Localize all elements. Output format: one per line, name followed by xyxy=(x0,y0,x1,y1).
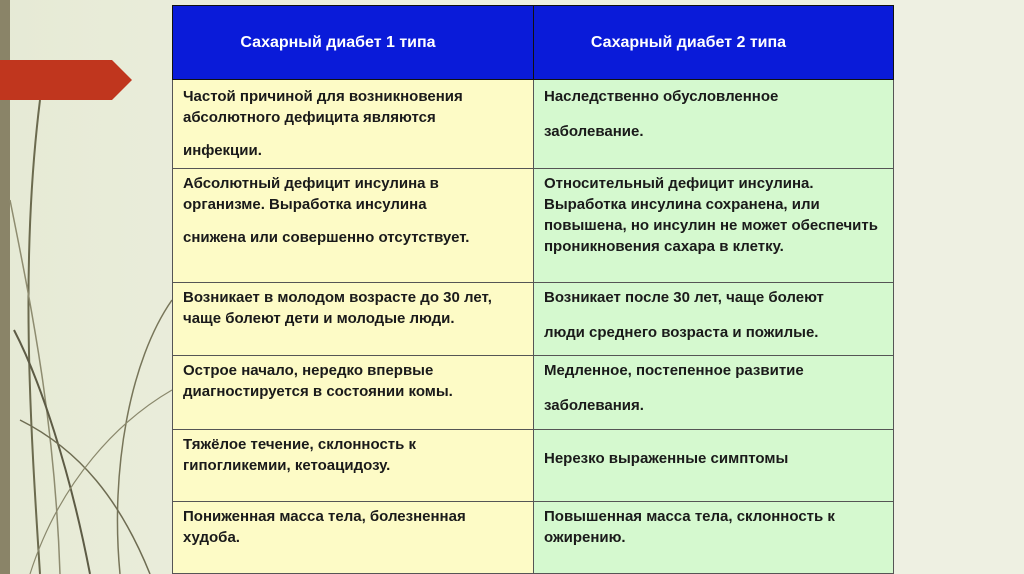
cell-type1 xyxy=(173,283,534,356)
table-row xyxy=(173,502,894,574)
cell-text: Частой причиной для возникновения абсолютного дефицита являются xyxy=(183,88,463,126)
cell-text: Тяжёлое течение, склонность к гипогликемии, кетоацидозу. xyxy=(183,436,417,474)
cell-text: Возникает в молодом возрасте до 30 лет, чаще болеют дети и молодые люди. xyxy=(183,289,492,327)
cell-type1 xyxy=(173,169,534,283)
cell-text: Пониженная масса тела, болезненная худоба. xyxy=(183,508,466,546)
table-row xyxy=(173,169,894,283)
table-row xyxy=(173,430,894,502)
cell-text: Абсолютный дефицит инсулина в организме. Выработка инсулина xyxy=(183,175,439,213)
cell-text: заболевание. xyxy=(544,123,644,140)
table-header-row xyxy=(173,6,894,80)
cell-text: заболевания. xyxy=(544,397,644,414)
cell-type2 xyxy=(534,356,894,430)
cell-text: Повышенная масса тела, склонность к ожирению. xyxy=(544,508,835,546)
cell-text: Медленное, постепенное развитие xyxy=(544,362,804,379)
cell-text: Нерезко выраженные симптомы xyxy=(544,450,789,467)
cell-type2 xyxy=(534,502,894,574)
diabetes-comparison-table xyxy=(172,5,894,574)
cell-type1 xyxy=(173,80,534,169)
table-row xyxy=(173,356,894,430)
cell-type2 xyxy=(534,80,894,169)
cell-type1 xyxy=(173,356,534,430)
red-arrow-marker xyxy=(0,60,132,100)
header-type2: Сахарный диабет 2 типа xyxy=(534,6,894,80)
table-row xyxy=(173,80,894,169)
cell-text: снижена или совершенно отсутствует. xyxy=(183,229,470,246)
table-row xyxy=(173,283,894,356)
cell-type2 xyxy=(534,430,894,502)
cell-text: Острое начало, нередко впервые диагностируется в состоянии комы. xyxy=(183,362,453,400)
cell-type1 xyxy=(173,430,534,502)
cell-text: инфекции. xyxy=(183,142,262,159)
cell-text: Возникает после 30 лет, чаще болеют xyxy=(544,289,824,306)
cell-text: Относительный дефицит инсулина. Выработка инсулина сохранена, или повышена, но инсулин не может обеспечить проникновения сахара в клетку. xyxy=(544,175,878,255)
header-type1: Сахарный диабет 1 типа xyxy=(173,6,534,80)
cell-type2 xyxy=(534,169,894,283)
cell-text: люди среднего возраста и пожилые. xyxy=(544,324,819,341)
cell-type1 xyxy=(173,502,534,574)
cell-type2 xyxy=(534,283,894,356)
cell-text: Наследственно обусловленное xyxy=(544,88,779,105)
